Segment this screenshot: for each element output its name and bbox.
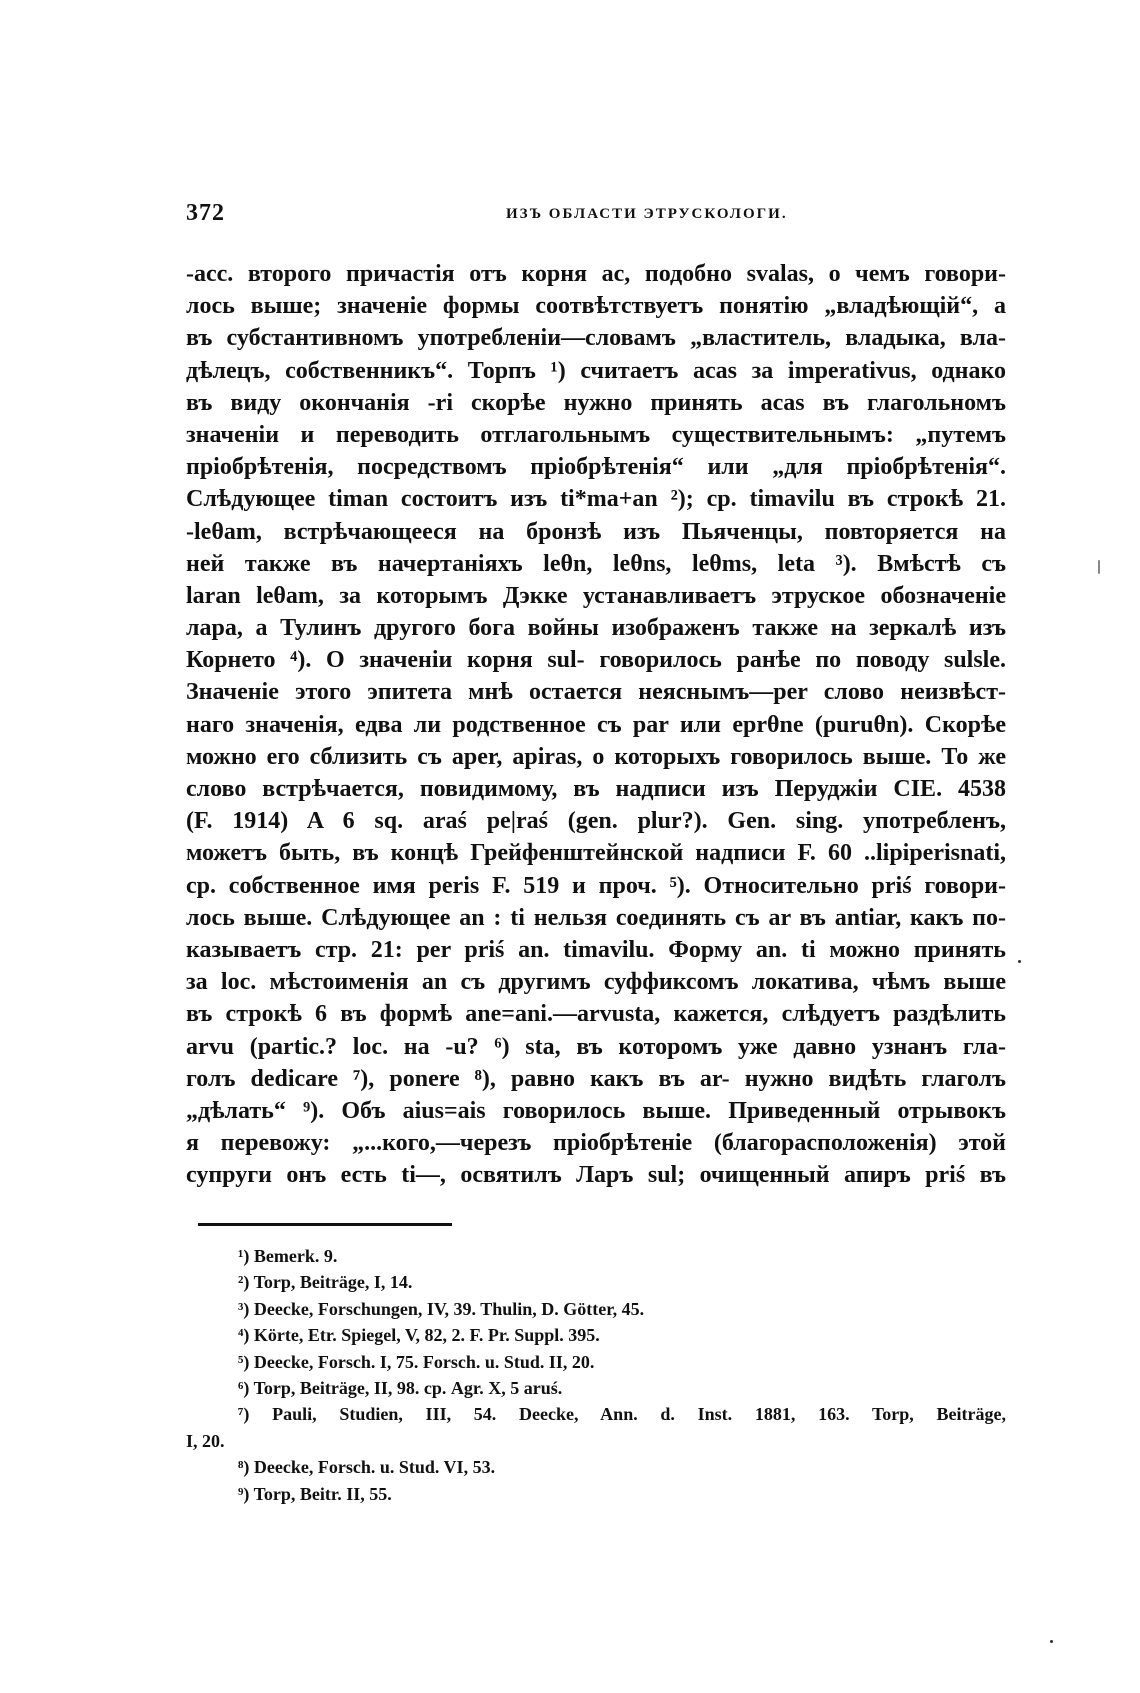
footnote: ³) Deecke, Forschungen, IV, 39. Thulin, D. Götter, 45. — [238, 1298, 645, 1319]
scan-speck — [1098, 560, 1100, 574]
text-line: въ субстантивномъ употребленіи—словамъ „властитель, владыка, вла- — [186, 325, 1006, 352]
footnote: ⁶) Torp, Beiträge, II, 98. ср. Agr. X, 5 aruś. — [238, 1377, 563, 1398]
text-line: laran leθam, за которымъ Дэкке устанавливаетъ этруское обозначеніе — [186, 582, 1006, 609]
text-line: -leθam, встрѣчающееся на бронзѣ изъ Пьяченцы, повторяется на — [186, 518, 1006, 545]
footnotes — [186, 1243, 1006, 1507]
text-line: Значеніе этого эпитета мнѣ остается неяснымъ—per слово неизвѣст- — [186, 679, 1006, 706]
footnote: ⁸) Deecke, Forsch. u. Stud. VI, 53. — [238, 1457, 496, 1478]
page-number: 372 — [186, 200, 225, 226]
text-line: супруги онъ есть ti—, освятилъ Ларъ sul; очищенный апиръ priś въ — [186, 1162, 1006, 1189]
text-line: ней также въ начертаніяхъ leθn, leθns, leθms, leta ³). Вмѣстѣ съ — [186, 550, 1006, 577]
text-line: въ строкѣ 6 въ формѣ ane=ani.—arvusta, кажется, слѣдуетъ раздѣлить — [186, 1001, 1006, 1028]
footnote: ⁷) Pauli, Studien, III, 54. Deecke, Ann. d. Inst. 1881, 163. Torp, Beiträge, — [238, 1404, 1006, 1425]
text-line: arvu (partic.? loc. на -u? ⁶) sta, въ которомъ уже давно узнанъ гла- — [186, 1033, 1006, 1060]
text-line: Слѣдующее timan состоитъ изъ ti*ma+an ²); ср. timavilu въ строкѣ 21. — [186, 486, 1006, 513]
page-header — [186, 200, 1006, 230]
footnote: ⁹) Torp, Beitr. II, 55. — [238, 1483, 392, 1504]
footnote: ²) Torp, Beiträge, I, 14. — [238, 1272, 413, 1293]
text-line: пріобрѣтенія, посредствомъ пріобрѣтенія“ или „для пріобрѣтенія“. — [186, 454, 1006, 481]
text-line: можетъ быть, въ концѣ Грейфенштейнской надписи F. 60 ..lipiperisnati, — [186, 840, 1006, 867]
text-line: Корнето ⁴). О значеніи корня sul- говорилось ранѣе по поводу sulsle. — [186, 647, 1006, 674]
footnote: ⁴) Körte, Etr. Spiegel, V, 82, 2. F. Pr. Suppl. 395. — [238, 1325, 600, 1346]
text-line: дѣлецъ, собственникъ“. Торпъ ¹) считаетъ acas за imperativus, однако — [186, 357, 1006, 384]
text-line: въ виду окончанія -ri скорѣе нужно принять acas въ глагольномъ — [186, 389, 1006, 416]
text-line: (F. 1914) A 6 sq. araś pe|raś (gen. plur?). Gen. sing. употребленъ, — [186, 808, 1006, 835]
text-line: ср. собственное имя peris F. 519 и проч. ⁵). Относительно priś говори- — [186, 872, 1006, 899]
text-line: голъ dedicare ⁷), ponere ⁸), равно какъ въ ar- нужно видѣть глаголъ — [186, 1065, 1006, 1092]
text-line: лось выше. Слѣдующее an : ti нельзя соединять съ ar въ antiar, какъ по- — [186, 904, 1006, 931]
scan-speck — [1050, 1640, 1053, 1643]
text-line: лара, а Тулинъ другого бога войны изображенъ также на зеркалѣ изъ — [186, 615, 1006, 642]
scan-speck — [1018, 960, 1021, 963]
text-line: -acc. второго причастія отъ корня ac, подобно svalas, о чемъ говори- — [186, 261, 1006, 287]
text-line: „дѣлать“ ⁹). Объ aius=ais говорилось выше. Приведенный отрывокъ — [186, 1097, 1006, 1124]
footnote-divider — [198, 1223, 452, 1226]
text-line: наго значенія, едва ли родственное съ par или eprθne (puruθn). Скорѣе — [186, 711, 1006, 738]
main-text — [186, 258, 1006, 1191]
running-title: ИЗЪ ОБЛАСТИ ЭТРУСКОЛОГИ. — [506, 206, 788, 222]
text-line: можно его сблизить съ aper, apiras, о которыхъ говорилось выше. То же — [186, 743, 1006, 770]
text-line: я перевожу: „...кого,—черезъ пріобрѣтеніе (благорасположенія) этой — [186, 1130, 1006, 1157]
footnote: ⁵) Deecke, Forsch. I, 75. Forsch. u. Stud. II, 20. — [238, 1351, 595, 1372]
text-line: за loc. мѣстоименія an съ другимъ суффиксомъ локатива, чѣмъ выше — [186, 969, 1006, 996]
footnote: ¹) Bemerk. 9. — [238, 1246, 338, 1266]
text-line: казываетъ стр. 21: per priś an. timavilu. Форму an. ti можно принять — [186, 936, 1006, 963]
text-line: лось выше; значеніе формы соотвѣтствуетъ понятію „владѣющій“, а — [186, 293, 1006, 320]
footnote-continuation: I, 20. — [186, 1430, 225, 1451]
text-line: слово встрѣчается, повидимому, въ надписи изъ Перуджіи CIE. 4538 — [186, 776, 1006, 802]
text-line: значеніи и переводить отглагольнымъ существительнымъ: „путемъ — [186, 421, 1006, 448]
